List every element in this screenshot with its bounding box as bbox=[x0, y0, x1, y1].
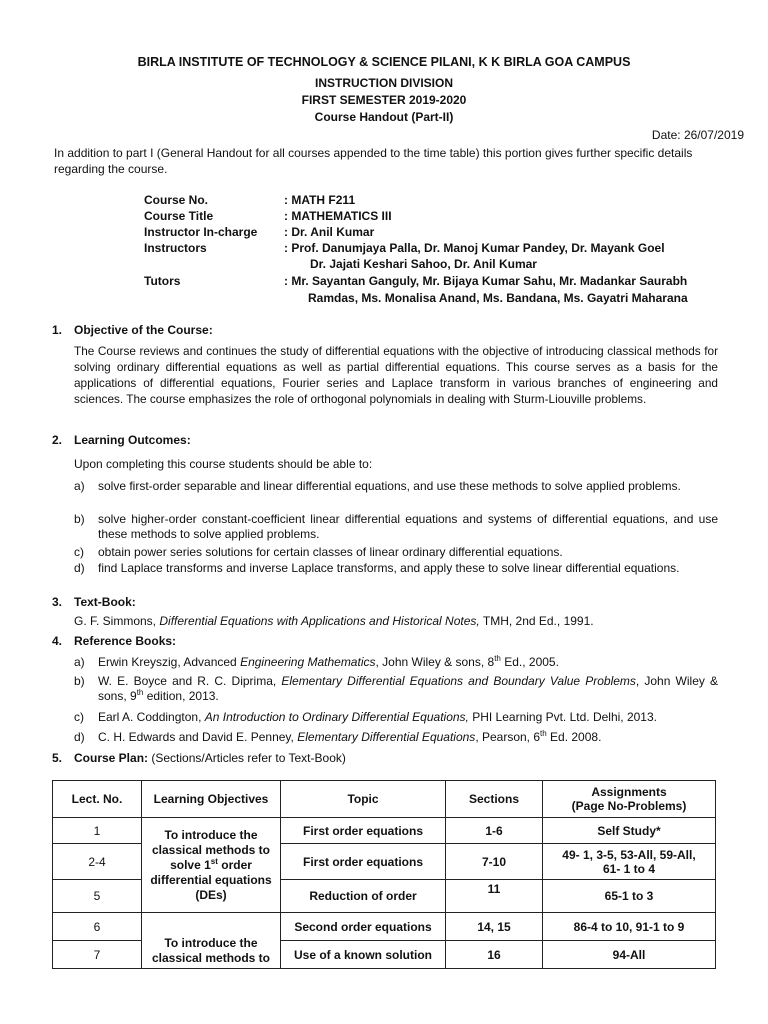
course-no-label: Course No. bbox=[144, 193, 209, 207]
section-number: 5. bbox=[52, 751, 63, 765]
outcomes-intro: Upon completing this course students should be able to: bbox=[74, 457, 373, 471]
intro-paragraph: In addition to part I (General Handout for all courses appended to the time table) this portion gives further specific details regarding the course. bbox=[54, 146, 693, 176]
instructors-label: Instructors bbox=[144, 241, 207, 255]
header-lect: Lect. No. bbox=[53, 781, 142, 818]
objective-paragraph: The Course reviews and continues the study of differential equations with the objective of introducing classical methods for solving ordinary differential equations as well as partial differential equations. This course serves as a basis for the applications of differential equations, Fourier series and Laplace transform in various branches of engineering and sciences. The course emphasizes the role of orthogonal polynomials in dealing with Sturm-Liouville problems. bbox=[74, 344, 718, 406]
table-row: 7 Use of a known solution 16 94-All bbox=[53, 941, 716, 969]
textbook-entry: G. F. Simmons, Differential Equations with Applications and Historical Notes, TMH, 2nd Ed., 1991. bbox=[74, 614, 594, 628]
section-note: (Sections/Articles refer to Text-Book) bbox=[148, 751, 346, 765]
division-heading: INSTRUCTION DIVISION bbox=[314, 76, 453, 90]
section-number: 4. bbox=[52, 634, 63, 648]
section-number: 2. bbox=[52, 433, 63, 447]
objective-cell: To introduce the classical methods to solve 1st order differential equations (DEs) bbox=[142, 818, 281, 913]
section-title: Text-Book: bbox=[74, 595, 136, 609]
section-title: Reference Books: bbox=[74, 634, 177, 648]
table-row: 5 Reduction of order 11 65-1 to 3 bbox=[53, 880, 716, 913]
handout-heading: Course Handout (Part-II) bbox=[314, 110, 454, 124]
table-row: 6 To introduce the classical methods to Second order equations 14, 15 86-4 to 10, 91-1 to 9 bbox=[53, 913, 716, 941]
section-title: Course Plan: bbox=[74, 751, 149, 765]
instructors-value-2: Dr. Jajati Keshari Sahoo, Dr. Anil Kumar bbox=[310, 257, 537, 271]
section-title: Learning Outcomes: bbox=[74, 433, 191, 447]
table-row: 1 To introduce the classical methods to solve 1st order differential equations (DEs) First order equations 1-6 Self Study* bbox=[53, 818, 716, 844]
instructors-value-1: : Prof. Danumjaya Palla, Dr. Manoj Kumar Pandey, Dr. Mayank Goel bbox=[284, 241, 665, 255]
header-objectives: Learning Objectives bbox=[142, 781, 281, 818]
section-title: Objective of the Course: bbox=[74, 323, 213, 337]
handout-date: Date: 26/07/2019 bbox=[651, 128, 744, 142]
section-number: 1. bbox=[52, 323, 63, 337]
header-sections: Sections bbox=[446, 781, 543, 818]
tutors-value-2: Ramdas, Ms. Monalisa Anand, Ms. Bandana, Ms. Gayatri Maharana bbox=[308, 291, 688, 305]
document-page: BIRLA INSTITUTE OF TECHNOLOGY & SCIENCE PILANI, K K BIRLA GOA CAMPUS INSTRUCTION DIVISION FIRST SEMESTER 2019-2020 Course Handout (Part-II) Date: 26/07/2019 In addition to part I (General Handout for all courses appended to the time table) this portion gives further specific details regarding the course. Course No. : MATH F211 Course Title : MATHEMATICS III Instructor In-charge : Dr. Anil Kumar Instructors : Prof. Danumjaya Palla, Dr. Manoj Kumar Pandey, Dr. Mayank Goel Dr. Jajati Keshari Sahoo, Dr. Anil Kumar Tutors : Mr. Sayantan Ganguly, Mr. Bijaya Kumar Sahu, Mr. Madankar Saurabh Ramdas, Ms. Monalisa Anand, Ms. Bandana, Ms. Gayatri Maharana 1. Objective of the Course: The Course reviews and continues the study of differential equations with the objective of introducing classical methods for solving ordinary differential equations as well as partial differential equations. This course serves as a basis for the applications of differential equations, Fourier series and Laplace transform in various branches of engineering and sciences. The course emphasizes the role of orthogonal polynomials in dealing with Sturm-Liouville problems. 2. Learning Outcomes: Upon completing this course students should be able to: a) solve first-order separable and linear differential equations, and use these methods to solve applied problems. b) solve higher-order constant-coefficient linear differential equations and systems of differential equations, and use these methods to solve applied problems. c) obtain power series solutions for certain classes of linear ordinary differential equations. d) find Laplace transforms and inverse Laplace transforms, and apply these to solve linear differential equations. 3. Text-Book: G. F. Simmons, Differential Equations with Applications and Historical Notes, TMH, 2nd Ed., 1991. 4. Reference Books: a) Erwin Kreyszig, Advanced Engineering Mathematics, John Wiley & sons, 8th Ed., 2005. b) W. E. Boyce and R. C. Diprima, Elementary Differential Equations and Boundary Value Problems, John Wiley & sons, 9th edition, 2013. c) Earl A. Coddington, An Introduction to Ordinary Differential Equations, PHI Learning Pvt. Ltd. Delhi, 2013. d) C. H. Edwards and David E. Penney, Elementary Differential Equations, Pearson, 6th Ed. 2008. 5. Course Plan: (Sections/Articles refer to Text-Book) Lect. No. Learning Objectives Topic Sections Assignments (Page No-Problems) 1 To introduce the classical methods to solve 1st order differential equations (DEs) First order equations 1-6 Self Study* 2-4 First order equations 7-10 49- 1, 3-5, 53-All, 59-All, 61- 1 to 4 5 Reduction of order 11 65-1 to 3 6 To introduce the classical methods to Second order equations 14, 15 86-4 to 10, 91-1 to 9 7 Use of a known solution 16 94-All bbox=[0, 0, 768, 1024]
course-no-value: : MATH F211 bbox=[284, 193, 356, 207]
semester-heading: FIRST SEMESTER 2019-2020 bbox=[301, 93, 467, 107]
table-row: 2-4 First order equations 7-10 49- 1, 3-5, 53-All, 59-All, 61- 1 to 4 bbox=[53, 844, 716, 880]
objective-cell: To introduce the classical methods to bbox=[142, 913, 281, 969]
header-assignments: Assignments (Page No-Problems) bbox=[543, 781, 716, 818]
tutors-value-1: : Mr. Sayantan Ganguly, Mr. Bijaya Kumar Sahu, Mr. Madankar Saurabh bbox=[284, 274, 688, 288]
header-topic: Topic bbox=[281, 781, 446, 818]
institute-heading: BIRLA INSTITUTE OF TECHNOLOGY & SCIENCE PILANI, K K BIRLA GOA CAMPUS bbox=[137, 55, 631, 69]
course-title-value: : MATHEMATICS III bbox=[284, 209, 392, 223]
course-title-label: Course Title bbox=[144, 209, 214, 223]
tutors-label: Tutors bbox=[144, 274, 181, 288]
incharge-value: : Dr. Anil Kumar bbox=[284, 225, 375, 239]
course-plan-table bbox=[52, 780, 716, 969]
table-header-row bbox=[53, 781, 716, 818]
incharge-label: Instructor In-charge bbox=[144, 225, 258, 239]
section-number: 3. bbox=[52, 595, 63, 609]
